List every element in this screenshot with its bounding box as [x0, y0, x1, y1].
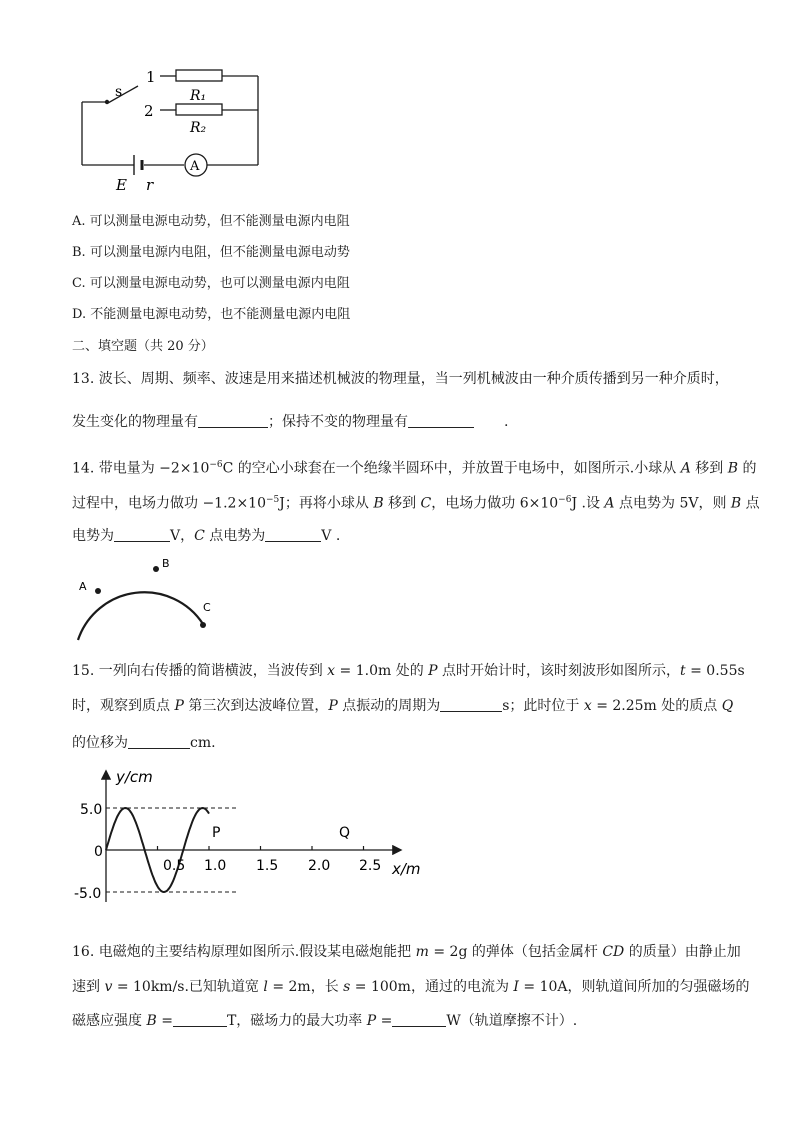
- emf-label: E: [116, 176, 127, 194]
- switch-label: s: [115, 84, 123, 100]
- q15-blank-2[interactable]: [128, 734, 190, 749]
- r1-label: R₁: [190, 88, 207, 104]
- internal-r-label: r: [146, 176, 154, 194]
- x-tick-label: 1.5: [256, 858, 279, 874]
- q16-line1: 16. 电磁炮的主要结构原理如图所示.假设某电磁炮能把 m = 2g 的弹体（包括金属杆 CD 的质量）由静止加: [72, 944, 741, 960]
- y-tick-zero: 0: [94, 844, 103, 860]
- q16-blank-2[interactable]: [392, 1012, 446, 1027]
- q15-line1: 15. 一列向右传播的简谐横波，当波传到 x = 1.0m 处的 P 点时开始计时，该时刻波形如图所示，t = 0.55s: [72, 663, 745, 679]
- circuit-diagram: [70, 62, 270, 197]
- r2-label: R₂: [190, 120, 207, 136]
- x-tick-label: 1.0: [204, 858, 227, 874]
- q14-line2: 过程中，电场力做功 $-1.2\times 10^{-5}J$；再将小球从 B 移到 C，电场力做功 $6\times 10^{-6}J$ .设 A 点电势为 5V，则 B 点: [72, 495, 760, 512]
- point-b: [153, 566, 159, 572]
- wave-graph: [70, 762, 430, 912]
- x-tick-label: 2.0: [308, 858, 331, 874]
- q16-line3: 磁感应强度 B = T，磁场力的最大功率 P = W（轨道摩擦不计）.: [72, 1013, 578, 1029]
- q14-line1: 14. 带电量为 $-2\times 10^{-6}C$ 的空心小球套在一个绝缘半圆环中，并放置于电场中，如图所示.小球从 A 移到 B 的: [72, 460, 757, 477]
- q16-line2: 速到 v = 10km/s.已知轨道宽 l = 2m，长 s = 100m，通过的电流为 I = 10A，则轨道间所加的匀强磁场的: [72, 979, 750, 995]
- q13-blank-1[interactable]: [198, 413, 268, 428]
- y-axis-label: y/cm: [116, 768, 153, 786]
- y-tick-bottom: -5.0: [74, 886, 102, 902]
- x-tick-label: 0.5: [163, 858, 186, 874]
- label-c: C: [203, 601, 211, 614]
- option-b: B. 可以测量电源内电阻，但不能测量电源电动势: [72, 245, 350, 260]
- semicircle-figure: [70, 556, 230, 646]
- option-c: C. 可以测量电源电动势，也可以测量电源内电阻: [72, 276, 350, 291]
- label-b: B: [162, 557, 170, 570]
- q13-line1: 13. 波长、周期、频率、波速是用来描述机械波的物理量，当一列机械波由一种介质传播到另一种介质时，: [72, 371, 729, 387]
- q14-line3: 电势为 V，C 点电势为 V .: [72, 528, 341, 544]
- q15-blank-1[interactable]: [440, 697, 502, 712]
- branch-2-label: 2: [144, 102, 154, 120]
- x-axis-label: x/m: [392, 860, 421, 878]
- point-p-label: P: [212, 825, 221, 841]
- point-c: [200, 622, 206, 628]
- point-a: [95, 588, 101, 594]
- q13-blank-2[interactable]: [408, 413, 474, 428]
- q16-blank-1[interactable]: [173, 1012, 227, 1027]
- q14-blank-1[interactable]: [114, 527, 170, 542]
- section-heading: 二、填空题（共 20 分）: [72, 339, 214, 354]
- x-tick-label: 2.5: [359, 858, 382, 874]
- point-q-label: Q: [339, 825, 351, 841]
- option-a: A. 可以测量电源电动势，但不能测量电源内电阻: [72, 214, 350, 229]
- option-d: D. 不能测量电源电动势，也不能测量电源内电阻: [72, 307, 351, 322]
- q14-blank-2[interactable]: [265, 527, 321, 542]
- q15-line2: 时，观察到质点 P 第三次到达波峰位置，P 点振动的周期为 s；此时位于 x = 2.25m 处的质点 Q: [72, 698, 734, 714]
- ammeter-label: A: [190, 159, 200, 174]
- y-tick-top: 5.0: [80, 802, 103, 818]
- q15-line3: 的位移为 cm.: [72, 735, 216, 751]
- label-a: A: [79, 580, 87, 593]
- branch-1-label: 1: [146, 68, 156, 86]
- q13-line2: 发生变化的物理量有 ；保持不变的物理量有 .: [72, 414, 509, 430]
